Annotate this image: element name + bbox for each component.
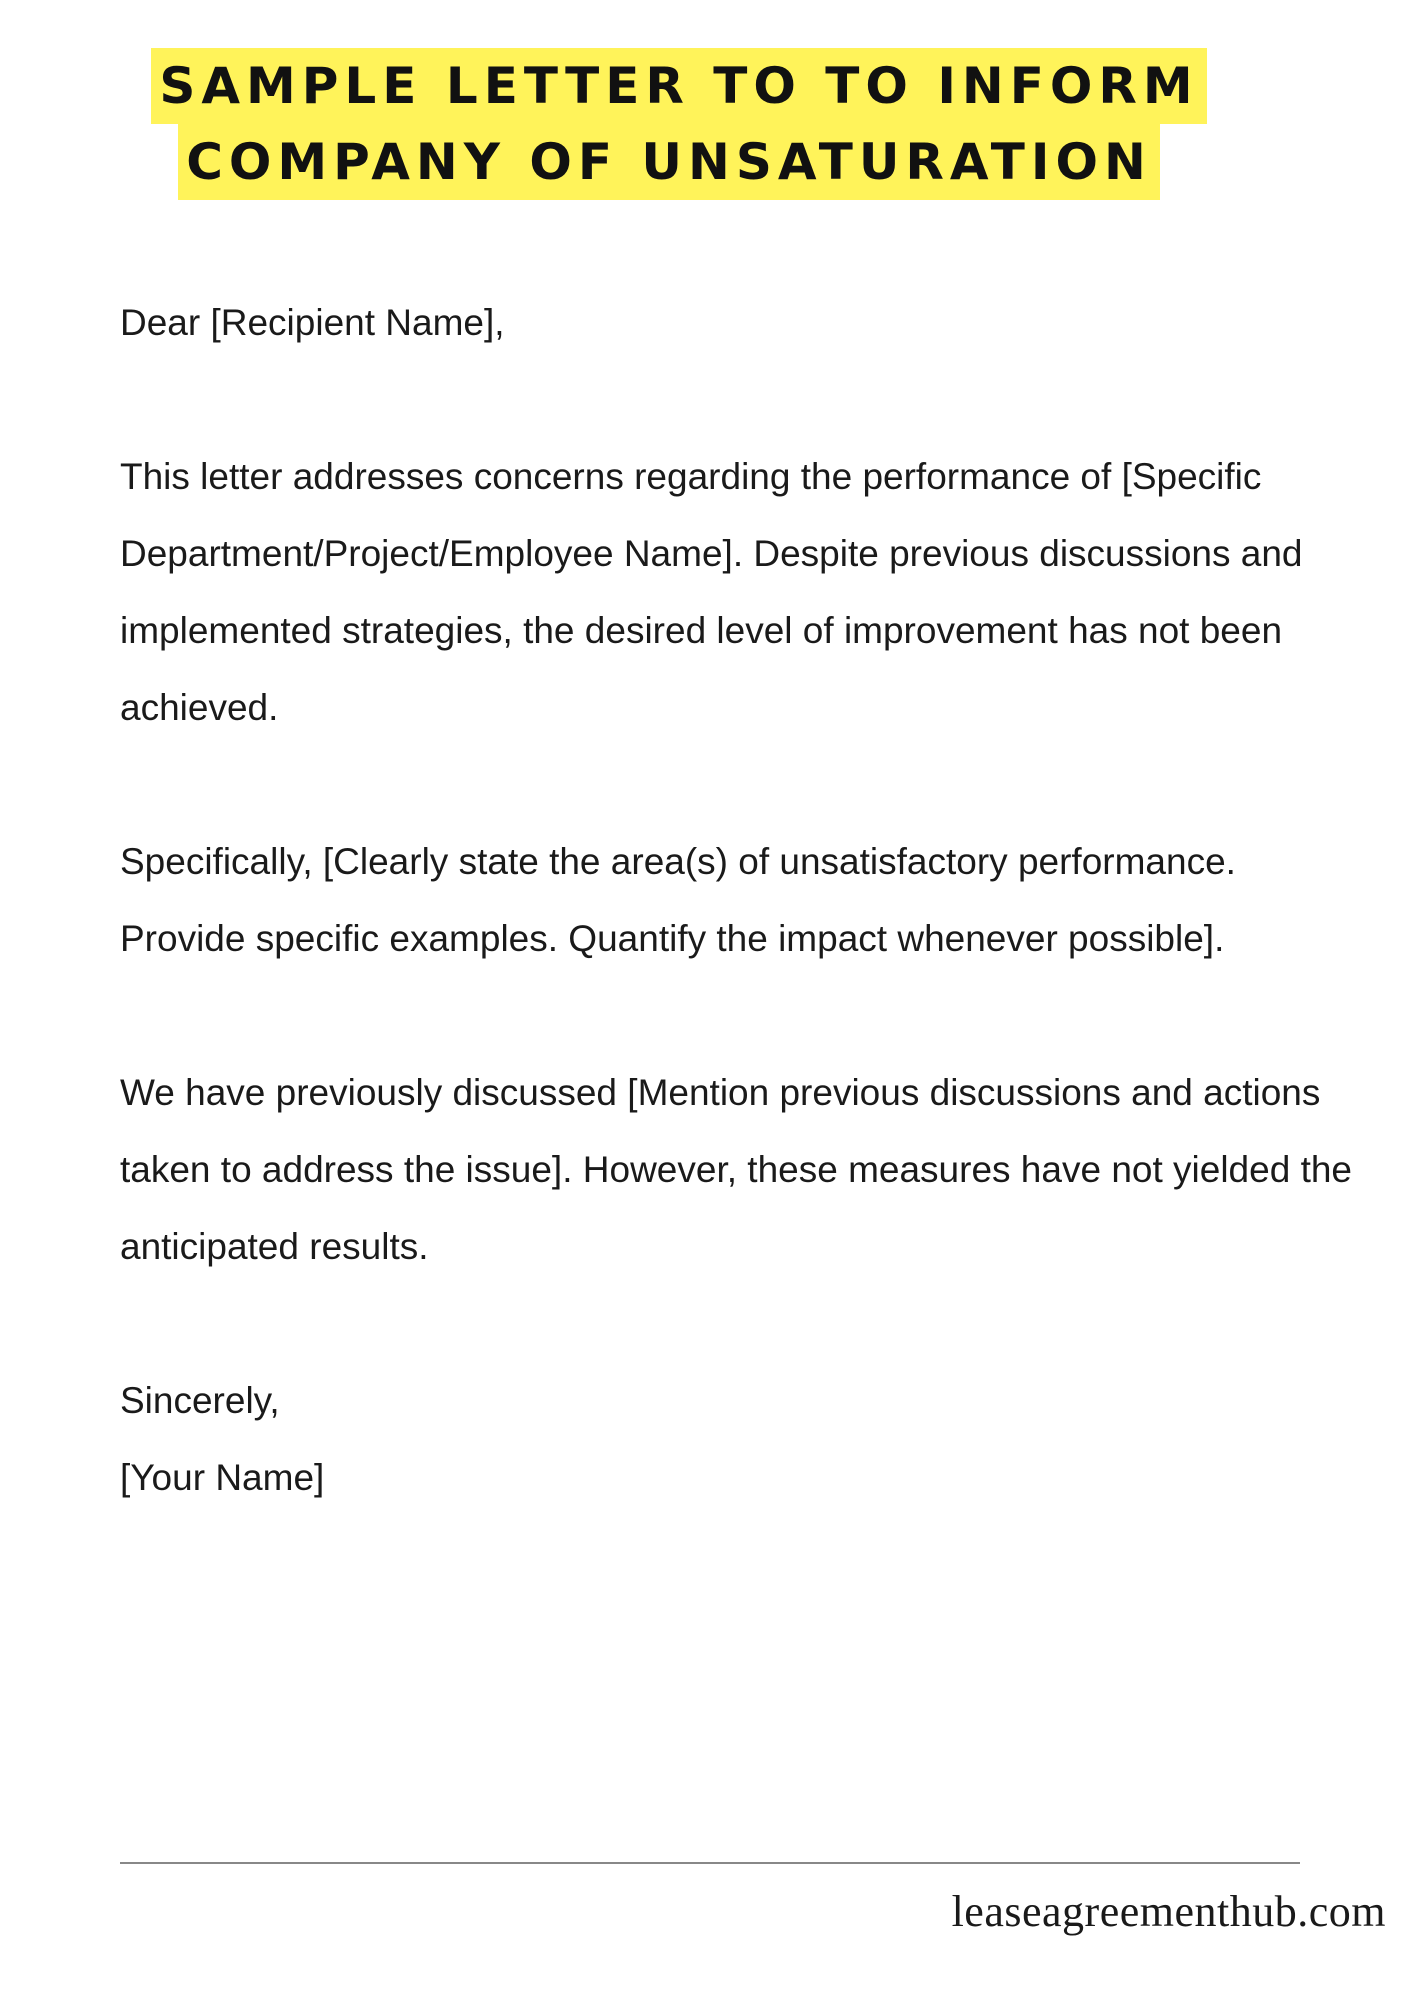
salutation: Dear [Recipient Name], <box>120 302 505 343</box>
page-title <box>0 48 1414 200</box>
title-line-1: SAMPLE LETTER TO TO INFORM <box>151 48 1206 124</box>
signature: [Your Name] <box>120 1457 325 1498</box>
paragraph-3: We have previously discussed [Mention previous discussions and actions taken to address the issue]. However, these measures have not yielded the anticipated results. <box>120 1072 1353 1267</box>
footer-divider <box>120 1862 1300 1864</box>
paragraph-2: Specifically, [Clearly state the area(s) of unsatisfactory performance. Provide specific examples. Quantify the impact whenever possible]. <box>120 841 1236 959</box>
closing: Sincerely, <box>120 1380 280 1421</box>
paragraph-1: This letter addresses concerns regarding the performance of [Specific Department/Project/Employee Name]. Despite previous discussions and implemented strategies, the desired level of improvement has not been achieved. <box>120 456 1303 728</box>
website-footer: leaseagreementhub.com <box>951 1887 1386 1936</box>
title-line-2: COMPANY OF UNSATURATION <box>178 124 1160 200</box>
letter-body <box>120 284 1360 1516</box>
